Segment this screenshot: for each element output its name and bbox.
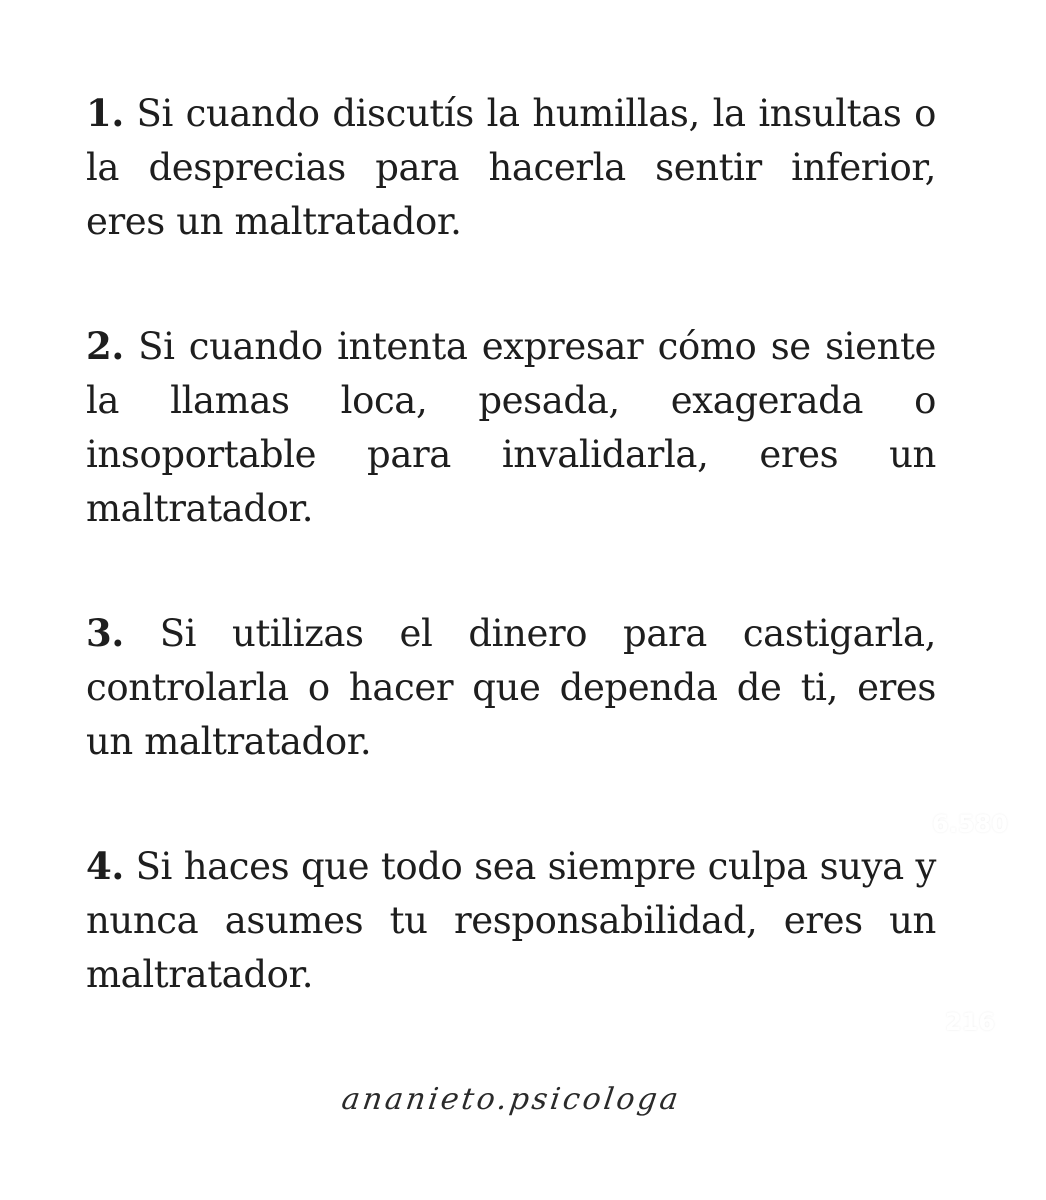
list-item — [86, 606, 936, 769]
action-rail — [915, 740, 1025, 1200]
heart-icon — [937, 748, 1003, 808]
item-number: 2. — [86, 324, 124, 368]
item-text: Si utilizas el dinero para castigarla, controlarla o hacer que dependa de ti, eres un maltratador. — [86, 612, 936, 763]
item-number: 1. — [86, 91, 124, 135]
like-button[interactable] — [915, 748, 1025, 838]
repost-button[interactable] — [915, 1118, 1025, 1188]
comment-count: 216 — [944, 1008, 996, 1036]
comment-icon — [937, 940, 1003, 1006]
item-number: 3. — [86, 611, 124, 655]
list-item — [86, 319, 936, 536]
item-text: Si cuando intenta expresar cómo se siente la llamas loca, pesada, exagerada o insoportable para invalidarla, eres un maltratador. — [86, 325, 936, 530]
post-content — [86, 86, 936, 1072]
like-count: 6.580 — [932, 810, 1008, 838]
item-text: Si haces que todo sea siempre culpa suya y nunca asumes tu responsabilidad, eres un maltratador. — [86, 845, 936, 996]
item-number: 4. — [86, 844, 124, 888]
author-signature: ananieto.psicologa — [339, 1082, 684, 1117]
item-text: Si cuando discutís la humillas, la insultas o la desprecias para hacerla sentir inferior, eres un maltratador. — [86, 92, 936, 243]
list-item — [86, 839, 936, 1002]
list-item — [86, 86, 936, 249]
repost-icon — [937, 1118, 1003, 1188]
comment-button[interactable] — [915, 940, 1025, 1036]
